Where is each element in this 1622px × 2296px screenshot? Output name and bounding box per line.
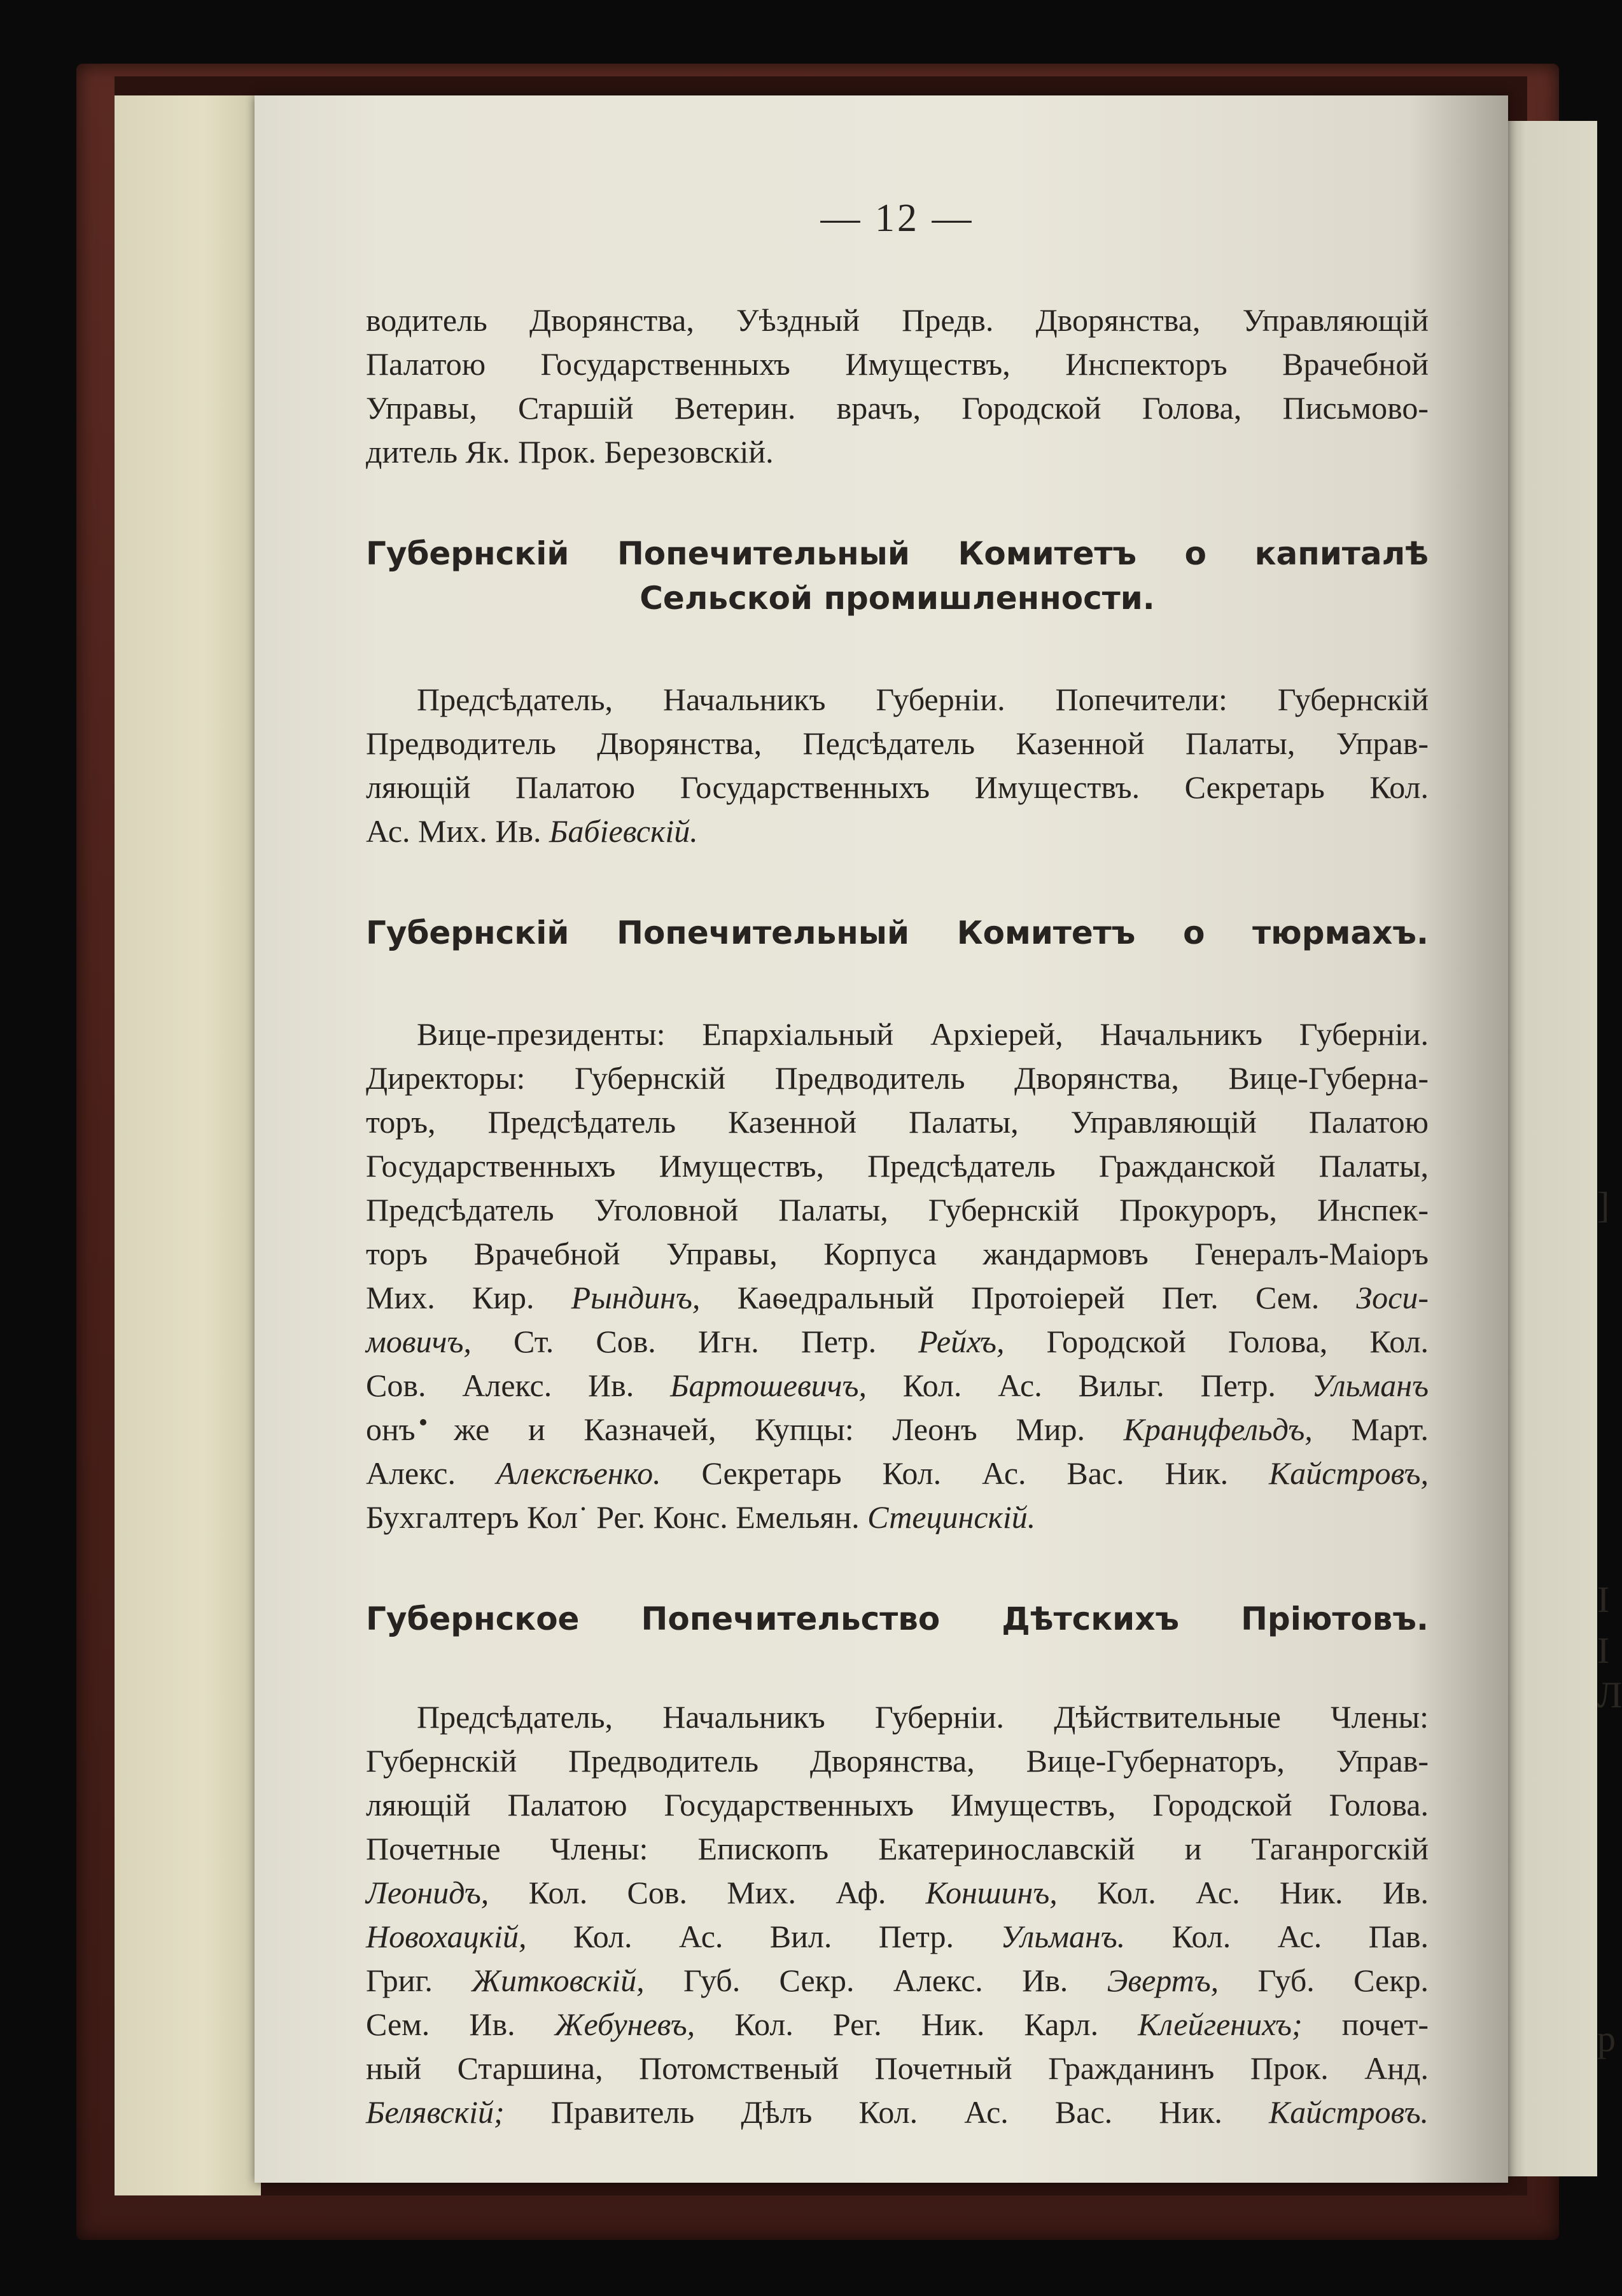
paragraph-intro <box>366 298 1429 474</box>
text-segment: Кол. Ас. Вил. Петр. <box>573 1919 954 1954</box>
heading-line: Губернское Попечительство Дѣтскихъ Пріютовъ. <box>366 1600 1429 1637</box>
text-segment: Кол. Сов. Мих. Аф. <box>528 1875 886 1910</box>
page-number: — 12 — <box>820 197 974 240</box>
text-line <box>366 809 1429 853</box>
text-line <box>366 1364 1429 1408</box>
text-segment: Правитель Дѣлъ Кол. Ас. Вас. Ник. <box>550 2094 1222 2130</box>
text-segment: Григ. <box>366 1963 433 1998</box>
text-line: Вице-президенты: Епархіальный Архіерей, Начальникъ Губерніи. <box>417 1016 1429 1052</box>
text-line <box>366 1320 1429 1364</box>
section-heading-orphanages <box>366 1597 1429 1641</box>
text-line: Государственныхъ Имуществъ, Предсѣдатель Гражданской Палаты, <box>366 1148 1429 1184</box>
text-line: Предсѣдатель, Начальникъ Губерніи. Дѣйствительные Члены: <box>417 1699 1429 1735</box>
text-segment: Ас. Мих. Ив. <box>366 813 542 849</box>
name-italic: Клейгенихъ; <box>1138 2006 1303 2042</box>
text-line: торъ Врачебной Управы, Корпуса жандармовъ Генералъ-Маіоръ <box>366 1236 1429 1271</box>
next-page-edge <box>1502 121 1622 2176</box>
next-page-fragment: Л <box>1597 1674 1622 1716</box>
next-page-fragment: р <box>1597 2018 1616 2059</box>
text-segment: Кол. Ас. Ник. Ив. <box>1097 1875 1429 1910</box>
name-italic: Леонидъ, <box>366 1875 489 1910</box>
text-segment: Губ. Секр. <box>1257 1963 1429 1998</box>
name-italic: мовичъ, <box>366 1324 472 1359</box>
name-italic: Рындинъ, <box>571 1280 701 1315</box>
page-content <box>366 194 1429 2134</box>
text-segment: Губ. Секр. Алекс. Ив. <box>683 1963 1068 1998</box>
text-line <box>366 1959 1429 2003</box>
text-line: Палатою Государственныхъ Имуществъ, Инспекторъ Врачебной <box>366 346 1429 382</box>
text-segment: Кол. Ас. Вильг. Петр. <box>902 1368 1276 1403</box>
text-line <box>366 1408 1429 1452</box>
section-heading-prisons <box>366 911 1429 955</box>
text-line: Управы, Старшій Ветерин. врачъ, Городской Голова, Письмово- <box>366 390 1429 426</box>
text-line: Предсѣдатель, Начальникъ Губерніи. Попечители: Губернскій <box>417 682 1429 717</box>
text-segment: Бухгалтеръ Кол˙ Рег. Конс. Емельян. <box>366 1499 860 1535</box>
book-page <box>255 95 1508 2183</box>
name-italic: Бартошевичъ, <box>670 1368 867 1403</box>
name-italic: Жебуневъ, <box>554 2006 696 2042</box>
text-segment: Сов. Алекс. Ив. <box>366 1368 634 1403</box>
next-page-fragment: ] <box>1597 1184 1610 1226</box>
paragraph-capital-committee <box>366 678 1429 853</box>
name-italic: Житковскій, <box>472 1963 645 1998</box>
text-segment: онъ же и Казначей, Купцы: Леонъ Мир. <box>366 1411 1086 1447</box>
text-line <box>366 1452 1429 1495</box>
paragraph-prisons-committee <box>366 1012 1429 1539</box>
text-segment: Ст. Сов. Игн. Петр. <box>514 1324 877 1359</box>
text-segment: Каѳедральный Протоіерей Пет. Сем. <box>737 1280 1320 1315</box>
name-italic: Ульманъ <box>1311 1368 1429 1403</box>
text-line: Почетные Члены: Епископъ Екатеринославскій и Таганрогскій <box>366 1831 1429 1866</box>
section-heading-capital <box>366 531 1429 620</box>
name-italic: Стецинскій. <box>867 1499 1036 1535</box>
text-segment: Кол. Ас. Пав. <box>1171 1919 1429 1954</box>
heading-line: Губернскій Попечительный Комитетъ о капиталѣ <box>366 535 1429 572</box>
name-italic: Кранцфельдъ, <box>1123 1411 1313 1447</box>
text-line <box>366 1871 1429 1915</box>
text-segment: Мих. Кир. <box>366 1280 535 1315</box>
next-page-fragment: I <box>1597 1630 1610 1671</box>
name-italic: Бабіевскій. <box>549 813 698 849</box>
text-segment: Кол. Рег. Ник. Карл. <box>734 2006 1099 2042</box>
name-italic: Эвертъ, <box>1107 1963 1219 1998</box>
next-page-fragment: I <box>1597 1579 1610 1620</box>
text-segment: Сем. Ив. <box>366 2006 515 2042</box>
text-line: дитель Як. Прок. Березовскій. <box>366 434 774 470</box>
text-segment: Городской Голова, Кол. <box>1046 1324 1429 1359</box>
text-line: Предсѣдатель Уголовной Палаты, Губернскій Прокуроръ, Инспек- <box>366 1192 1429 1228</box>
text-line <box>366 2090 1429 2134</box>
previous-page-edge <box>115 95 261 2195</box>
text-line <box>366 2003 1429 2047</box>
name-italic: Кайстровъ. <box>1269 2094 1429 2130</box>
name-italic: Рейхъ, <box>918 1324 1005 1359</box>
text-segment: Март. <box>1351 1411 1429 1447</box>
text-line: водитель Дворянства, Уѣздный Предв. Дворянства, Управляющій <box>366 302 1429 338</box>
text-segment: Алекс. <box>366 1455 456 1491</box>
name-italic: Ульманъ. <box>1000 1919 1126 1954</box>
text-line: ляющій Палатою Государственныхъ Имуществъ. Секретарь Кол. <box>366 769 1429 805</box>
text-segment: почет- <box>1341 2006 1429 2042</box>
name-italic: Алексѣенко. <box>496 1455 661 1491</box>
name-italic: Зоси- <box>1356 1280 1429 1315</box>
text-segment: Секретарь Кол. Ас. Вас. Ник. <box>701 1455 1229 1491</box>
name-italic: Белявскій; <box>366 2094 505 2130</box>
text-line <box>366 1495 1429 1539</box>
text-line: ный Старшина, Потомственый Почетный Гражданинъ Прок. Анд. <box>366 2050 1429 2086</box>
name-italic: Коншинъ, <box>925 1875 1058 1910</box>
text-line <box>366 1276 1429 1320</box>
text-line: ляющій Палатою Государственныхъ Имуществъ, Городской Голова. <box>366 1787 1429 1823</box>
text-line: Директоры: Губернскій Предводитель Дворянства, Вице-Губерна- <box>366 1060 1429 1096</box>
text-line: торъ, Предсѣдатель Казенной Палаты, Управляющій Палатою <box>366 1104 1429 1140</box>
name-italic: Кайстровъ, <box>1269 1455 1429 1491</box>
paragraph-orphanages <box>366 1695 1429 2134</box>
text-line: Губернскій Предводитель Дворянства, Вице-Губернаторъ, Управ- <box>366 1743 1429 1779</box>
name-italic: Новохацкій, <box>366 1919 527 1954</box>
text-line: Предводитель Дворянства, Педсѣдатель Казенной Палаты, Управ- <box>366 725 1429 761</box>
heading-line: Сельской промишленности. <box>640 580 1155 617</box>
heading-line: Губернскій Попечительный Комитетъ о тюрмахъ. <box>366 914 1429 951</box>
text-line <box>366 1915 1429 1959</box>
